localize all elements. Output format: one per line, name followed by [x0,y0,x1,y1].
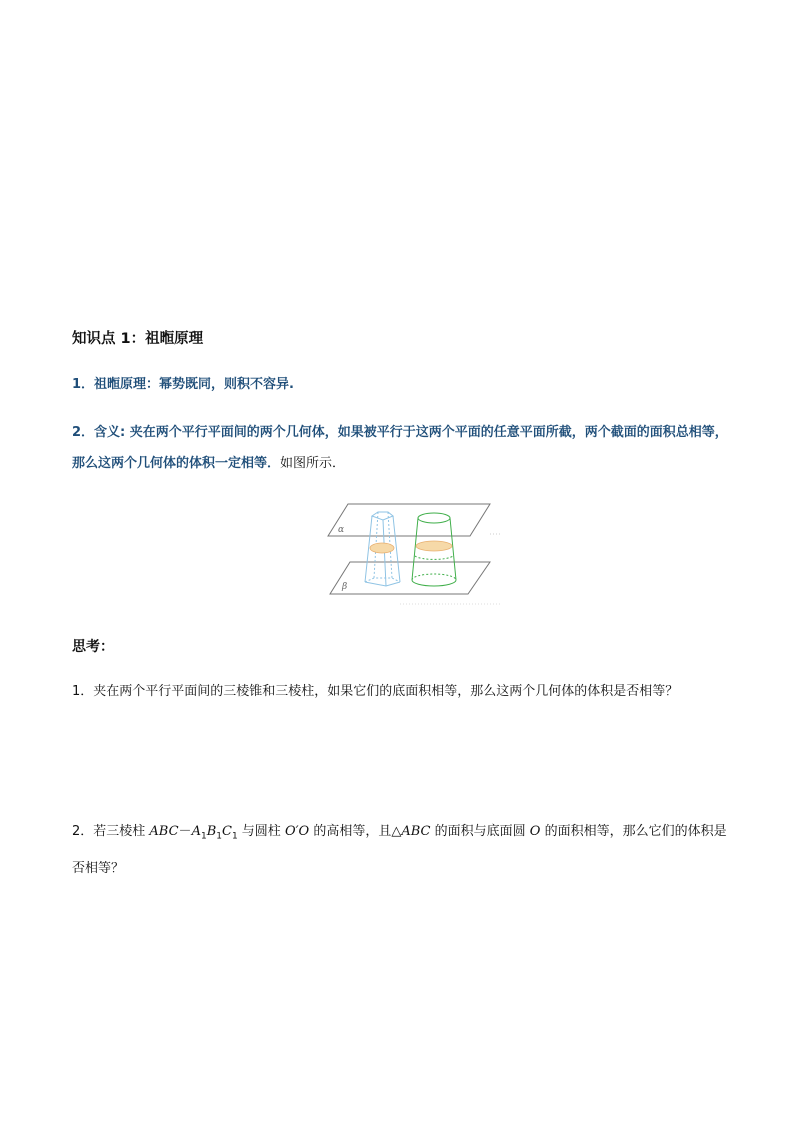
think-label: 思考： [72,639,114,655]
q2-vertex-c: C [221,824,232,839]
q2-prism-name: ABC [149,824,179,839]
beta-label: β [342,582,348,592]
alpha-label: α [338,525,345,535]
q2-mid-3: 的面积与底面圆 [430,824,530,839]
meaning-bold-text: 含义: 夹在两个平行平面间的两个几何体，如果被平行于这两个平面的任意平面所截，两个截面的面积总相等，那么这两个几何体的体积一定相等． [72,425,728,471]
q2-mid-1: 与圆柱 [237,824,285,839]
q2-dash: － [178,824,192,839]
meaning-tail: 如图所示． [280,456,346,471]
q2-mid-2: 的高相等，且 [309,824,392,839]
plane-alpha [328,504,490,536]
question-2 [72,816,732,884]
meaning-number: 2． [72,425,95,440]
q2-cylinder-name: O′O [284,824,310,839]
q2-subscript-b: 1 [216,831,222,842]
q2-vertex-b: B [206,824,217,839]
principle-number: 1． [72,377,95,392]
q2-circle-o: O [529,824,541,839]
question-1: 1．夹在两个平行平面间的三棱锥和三棱柱，如果它们的底面积相等，那么这两个几何体的体积是否相等？ [72,684,679,699]
zu-geng-principle-figure [320,496,510,612]
frustum-cross-section [416,541,452,551]
principle-text: 祖暅原理：幂势既同，则积不容异. [94,377,294,392]
q2-subscript-a: 1 [200,831,207,842]
principle-paragraph [72,373,294,392]
meaning-paragraph [72,417,732,479]
prism-cross-section [370,543,394,553]
q2-subscript-c: 1 [231,831,238,842]
q2-vertex-a: A [191,824,201,839]
q2-end: 的面积相等，那么它们的体积是否相等？ [72,824,727,876]
section-heading: 知识点 1：祖暅原理 [72,331,204,347]
q2-triangle: △ABC [391,824,431,839]
q2-prefix: 2．若三棱柱 [72,824,150,839]
plane-beta [330,562,490,594]
